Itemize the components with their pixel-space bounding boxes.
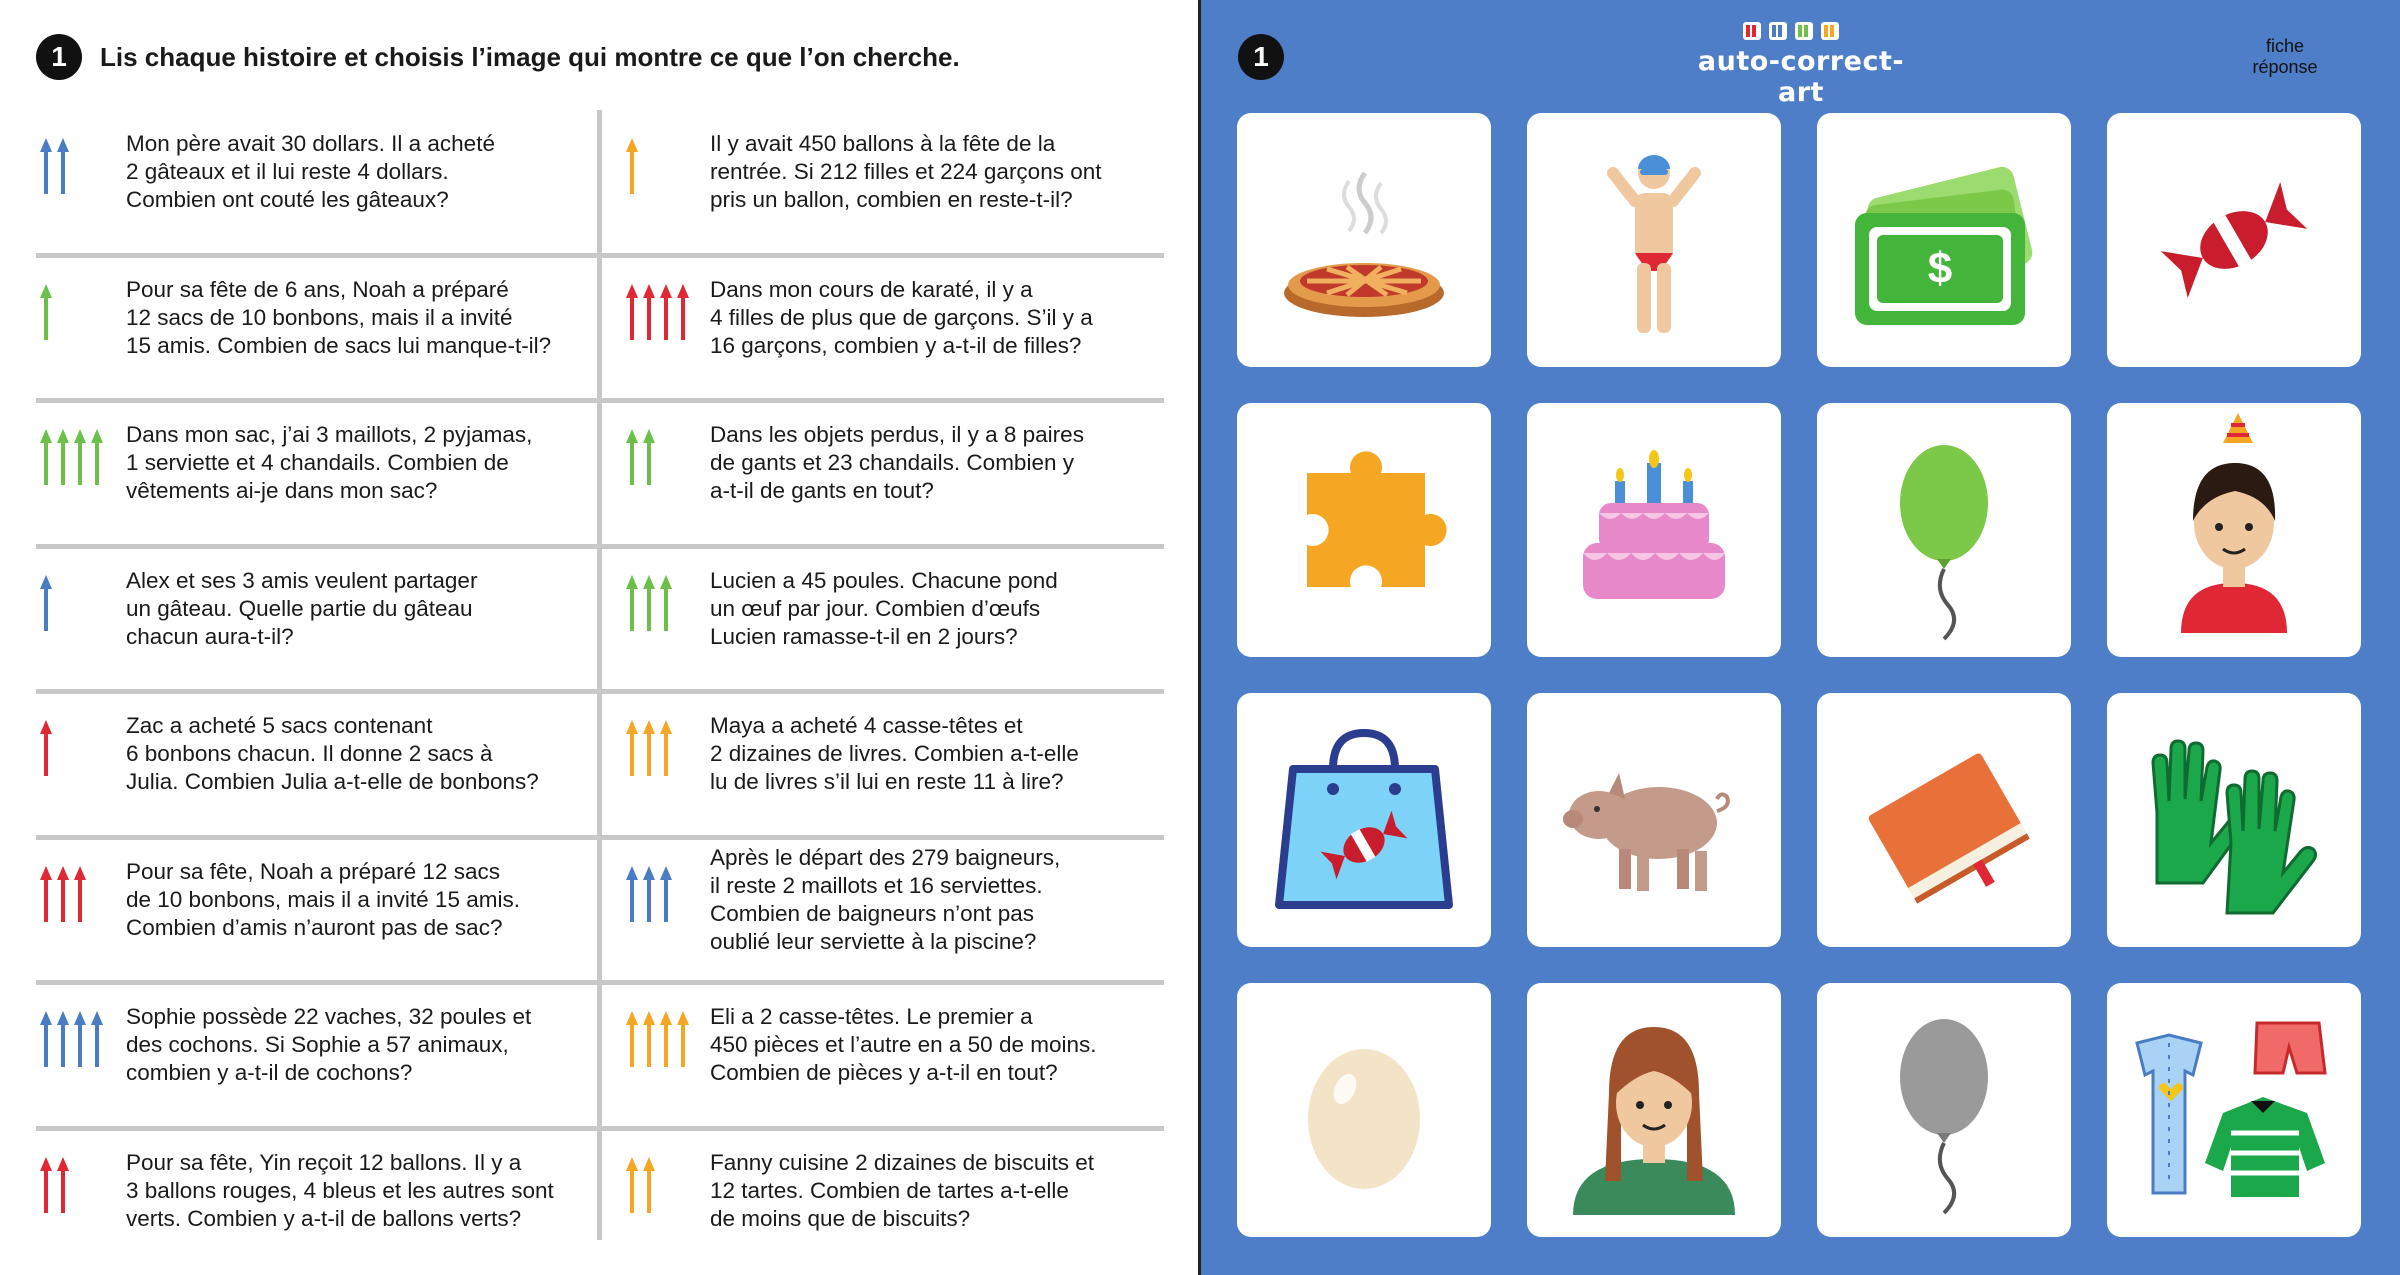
story-line: des cochons. Si Sophie a 57 animaux, <box>126 1032 509 1057</box>
up-arrow-icon <box>40 138 52 194</box>
story-line: 3 ballons rouges, 4 bleus et les autres sont <box>126 1177 554 1203</box>
story-line: Fanny cuisine 2 dizaines de biscuits et <box>710 1149 1094 1175</box>
image-tile[interactable] <box>1817 403 2071 657</box>
story-grid <box>36 110 1164 1240</box>
question-page <box>0 0 1198 1275</box>
image-tile[interactable] <box>2107 693 2361 947</box>
up-arrow-icon <box>626 720 638 776</box>
up-arrow-icon <box>626 1157 638 1213</box>
arrow-code <box>40 575 52 635</box>
up-arrow-icon <box>57 138 69 194</box>
story-line: Sophie possède 22 vaches, 32 poules et <box>126 1004 532 1029</box>
story-text <box>126 1149 554 1233</box>
story-line: Dans mon sac, j’ai 3 maillots, 2 pyjamas, <box>126 422 533 447</box>
story-line: chacun aura-t-il? <box>126 623 294 649</box>
arrow-code <box>626 866 672 926</box>
up-arrow-icon <box>626 138 638 194</box>
answer-page <box>1201 0 2400 1275</box>
image-tile[interactable] <box>1237 693 1491 947</box>
story-text <box>126 276 551 360</box>
story-line: Zac a acheté 5 sacs contenant <box>126 713 433 738</box>
logo-blocks <box>1743 22 1839 40</box>
book-icon <box>1817 693 2071 947</box>
logo-block <box>1821 22 1839 40</box>
arrow-code <box>40 1157 69 1217</box>
image-tile[interactable] <box>2107 983 2361 1237</box>
story-line: 1 serviette et 4 chandails. Combien de <box>126 450 509 475</box>
image-tile[interactable] <box>1527 983 1781 1237</box>
girl-icon <box>1527 983 1781 1237</box>
image-tile[interactable] <box>1527 693 1781 947</box>
answer-sheet-label-line: réponse <box>2252 57 2318 77</box>
up-arrow-icon <box>643 720 655 776</box>
story-line: rentrée. Si 212 filles et 224 garçons ont <box>710 159 1102 184</box>
story-cell <box>622 401 1164 541</box>
story-line: Alex et ses 3 amis veulent partager <box>126 567 478 593</box>
arrow-code <box>626 284 689 344</box>
up-arrow-icon <box>643 866 655 922</box>
story-line: un œuf par jour. Combien d’œufs <box>710 595 1041 621</box>
story-cell <box>36 547 596 687</box>
story-text <box>126 567 477 651</box>
story-line: Il y avait 450 ballons à la fête de la <box>710 131 1056 156</box>
story-text <box>710 1149 1094 1233</box>
image-tile[interactable] <box>1527 403 1781 657</box>
story-text <box>126 712 539 796</box>
column-divider <box>597 110 602 1240</box>
birthday-cake-icon <box>1527 403 1781 657</box>
story-text <box>126 1003 531 1087</box>
story-line: Combien ont couté les gâteaux? <box>126 187 449 212</box>
answer-number-badge: 1 <box>1238 34 1284 80</box>
story-cell <box>622 547 1164 687</box>
story-line: Pour sa fête, Yin reçoit 12 ballons. Il y a <box>126 1149 522 1175</box>
story-line: 2 dizaines de livres. Combien a-t-elle <box>710 741 1079 766</box>
arrow-code <box>40 720 52 780</box>
up-arrow-icon <box>677 1011 689 1067</box>
story-line: 12 tartes. Combien de tartes a-t-elle <box>710 1177 1069 1203</box>
up-arrow-icon <box>74 429 86 485</box>
up-arrow-icon <box>677 284 689 340</box>
story-line: lu de livres s’il lui en reste 11 à lire? <box>710 769 1064 794</box>
story-text <box>126 130 495 214</box>
up-arrow-icon <box>643 284 655 340</box>
up-arrow-icon <box>643 1157 655 1213</box>
logo-block <box>1743 22 1761 40</box>
up-arrow-icon <box>626 284 638 340</box>
candy-bag-icon <box>1237 693 1491 947</box>
candy-icon <box>2107 113 2361 367</box>
image-tile[interactable] <box>1817 693 2071 947</box>
story-text <box>710 844 1060 956</box>
story-text <box>126 421 532 505</box>
story-line: Pour sa fête de 6 ans, Noah a préparé <box>126 276 509 302</box>
up-arrow-icon <box>660 1011 672 1067</box>
gloves-icon <box>2107 693 2361 947</box>
party-boy-icon <box>2107 403 2361 657</box>
image-tile[interactable] <box>2107 113 2361 367</box>
up-arrow-icon <box>643 575 655 631</box>
story-line: Mon père avait 30 dollars. Il a acheté <box>126 131 495 156</box>
up-arrow-icon <box>40 575 52 631</box>
logo <box>1686 18 1916 108</box>
image-tile[interactable] <box>1527 113 1781 367</box>
story-line: Eli a 2 casse-têtes. Le premier a <box>710 1004 1033 1029</box>
green-balloon-icon <box>1817 403 2071 657</box>
story-cell <box>622 983 1164 1123</box>
story-line: Pour sa fête, Noah a préparé 12 sacs <box>126 858 500 884</box>
story-line: 4 filles de plus que de garçons. S’il y a <box>710 304 1093 330</box>
svg-text:$: $ <box>1927 244 1953 293</box>
up-arrow-icon <box>40 1011 52 1067</box>
story-line: de 10 bonbons, mais il a invité 15 amis. <box>126 886 520 912</box>
up-arrow-icon <box>643 429 655 485</box>
image-tile[interactable] <box>1237 113 1491 367</box>
up-arrow-icon <box>626 575 638 631</box>
story-text <box>710 421 1084 505</box>
up-arrow-icon <box>626 429 638 485</box>
up-arrow-icon <box>40 429 52 485</box>
story-line: oublié leur serviette à la piscine? <box>710 928 1037 954</box>
story-line: 6 bonbons chacun. Il donne 2 sacs à <box>126 741 493 766</box>
up-arrow-icon <box>57 866 69 922</box>
arrow-code <box>626 1157 655 1217</box>
up-arrow-icon <box>40 284 52 340</box>
up-arrow-icon <box>57 1157 69 1213</box>
story-line: pris un ballon, combien en reste-t-il? <box>710 187 1073 212</box>
arrow-code <box>626 429 655 489</box>
puzzle-piece-icon <box>1237 403 1491 657</box>
story-line: Après le départ des 279 baigneurs, <box>710 844 1061 870</box>
story-line: combien y a-t-il de cochons? <box>126 1060 413 1085</box>
image-tile[interactable] <box>1237 983 1491 1237</box>
arrow-code <box>40 429 103 489</box>
story-line: Lucien a 45 poules. Chacune pond <box>710 567 1058 593</box>
logo-block <box>1795 22 1813 40</box>
story-line: Combien de pièces y a-t-il en tout? <box>710 1060 1058 1085</box>
story-cell <box>36 692 596 832</box>
arrow-code <box>626 575 672 635</box>
story-cell <box>622 256 1164 396</box>
story-cell <box>622 1129 1164 1269</box>
story-line: Julia. Combien Julia a-t-elle de bonbons? <box>126 769 539 794</box>
up-arrow-icon <box>660 575 672 631</box>
image-tile[interactable] <box>1237 403 1491 657</box>
story-line: Dans mon cours de karaté, il y a <box>710 276 1033 302</box>
story-line: verts. Combien y a-t-il de ballons verts? <box>126 1205 522 1231</box>
arrow-code <box>40 138 69 198</box>
story-text <box>710 130 1102 214</box>
story-line: 12 sacs de 10 bonbons, mais il a invité <box>126 304 513 330</box>
instruction-text: Lis chaque histoire et choisis l’image qui montre ce que l’on cherche. <box>100 42 960 72</box>
up-arrow-icon <box>626 1011 638 1067</box>
exercise-number-badge: 1 <box>36 34 82 80</box>
story-cell <box>622 838 1164 978</box>
story-line: Maya a acheté 4 casse-têtes et <box>710 713 1023 738</box>
logo-block <box>1769 22 1787 40</box>
story-line: de moins que de biscuits? <box>710 1205 971 1231</box>
story-cell <box>36 110 596 250</box>
up-arrow-icon <box>57 429 69 485</box>
swimmer-icon <box>1527 113 1781 367</box>
story-line: Combien d’amis n’auront pas de sac? <box>126 914 503 940</box>
answer-sheet-label-line: fiche <box>2265 36 2305 56</box>
clothes-icon <box>2107 983 2361 1237</box>
story-line: vêtements ai-je dans mon sac? <box>126 478 438 503</box>
arrow-code <box>40 866 86 926</box>
up-arrow-icon <box>626 866 638 922</box>
image-tile[interactable] <box>2107 403 2361 657</box>
arrow-code <box>626 138 638 198</box>
arrow-code <box>40 284 52 344</box>
up-arrow-icon <box>57 1011 69 1067</box>
gray-balloon-icon <box>1817 983 2071 1237</box>
story-text <box>710 712 1079 796</box>
story-line: un gâteau. Quelle partie du gâteau <box>126 595 473 621</box>
arrow-code <box>626 1011 689 1071</box>
pig-icon <box>1527 693 1781 947</box>
story-line: 15 amis. Combien de sacs lui manque-t-il? <box>126 332 552 358</box>
story-line: 16 garçons, combien y a-t-il de filles? <box>710 332 1082 358</box>
egg-icon <box>1237 983 1491 1237</box>
story-cell <box>36 256 596 396</box>
image-tile[interactable] <box>1817 983 2071 1237</box>
story-text <box>710 276 1093 360</box>
story-line: il reste 2 maillots et 16 serviettes. <box>710 872 1043 898</box>
story-line: Dans les objets perdus, il y a 8 paires <box>710 422 1084 447</box>
up-arrow-icon <box>91 1011 103 1067</box>
answer-sheet-label <box>2230 36 2340 78</box>
story-cell <box>36 401 596 541</box>
story-cell <box>36 1129 596 1269</box>
arrow-code <box>40 1011 103 1071</box>
up-arrow-icon <box>660 284 672 340</box>
image-tile[interactable] <box>1817 113 2071 367</box>
story-cell <box>622 692 1164 832</box>
story-line: Lucien ramasse-t-il en 2 jours? <box>710 623 1018 649</box>
up-arrow-icon <box>643 1011 655 1067</box>
pie-icon <box>1237 113 1491 367</box>
story-cell <box>36 983 596 1123</box>
up-arrow-icon <box>74 866 86 922</box>
story-cell <box>36 838 596 978</box>
story-line: 2 gâteaux et il lui reste 4 dollars. <box>126 159 449 184</box>
story-text <box>126 858 520 942</box>
arrow-code <box>626 720 672 780</box>
up-arrow-icon <box>40 1157 52 1213</box>
up-arrow-icon <box>74 1011 86 1067</box>
story-text <box>710 567 1058 651</box>
up-arrow-icon <box>660 720 672 776</box>
up-arrow-icon <box>40 720 52 776</box>
up-arrow-icon <box>91 429 103 485</box>
story-line: a-t-il de gants en tout? <box>710 478 934 503</box>
up-arrow-icon <box>40 866 52 922</box>
story-text <box>710 1003 1097 1087</box>
up-arrow-icon <box>660 866 672 922</box>
money-icon <box>1817 113 2071 367</box>
logo-text: auto-correct-art <box>1697 46 1905 108</box>
story-line: Combien de baigneurs n’ont pas <box>710 900 1034 926</box>
story-cell <box>622 110 1164 250</box>
story-line: de gants et 23 chandails. Combien y <box>710 450 1074 475</box>
story-line: 450 pièces et l’autre en a 50 de moins. <box>710 1032 1097 1057</box>
